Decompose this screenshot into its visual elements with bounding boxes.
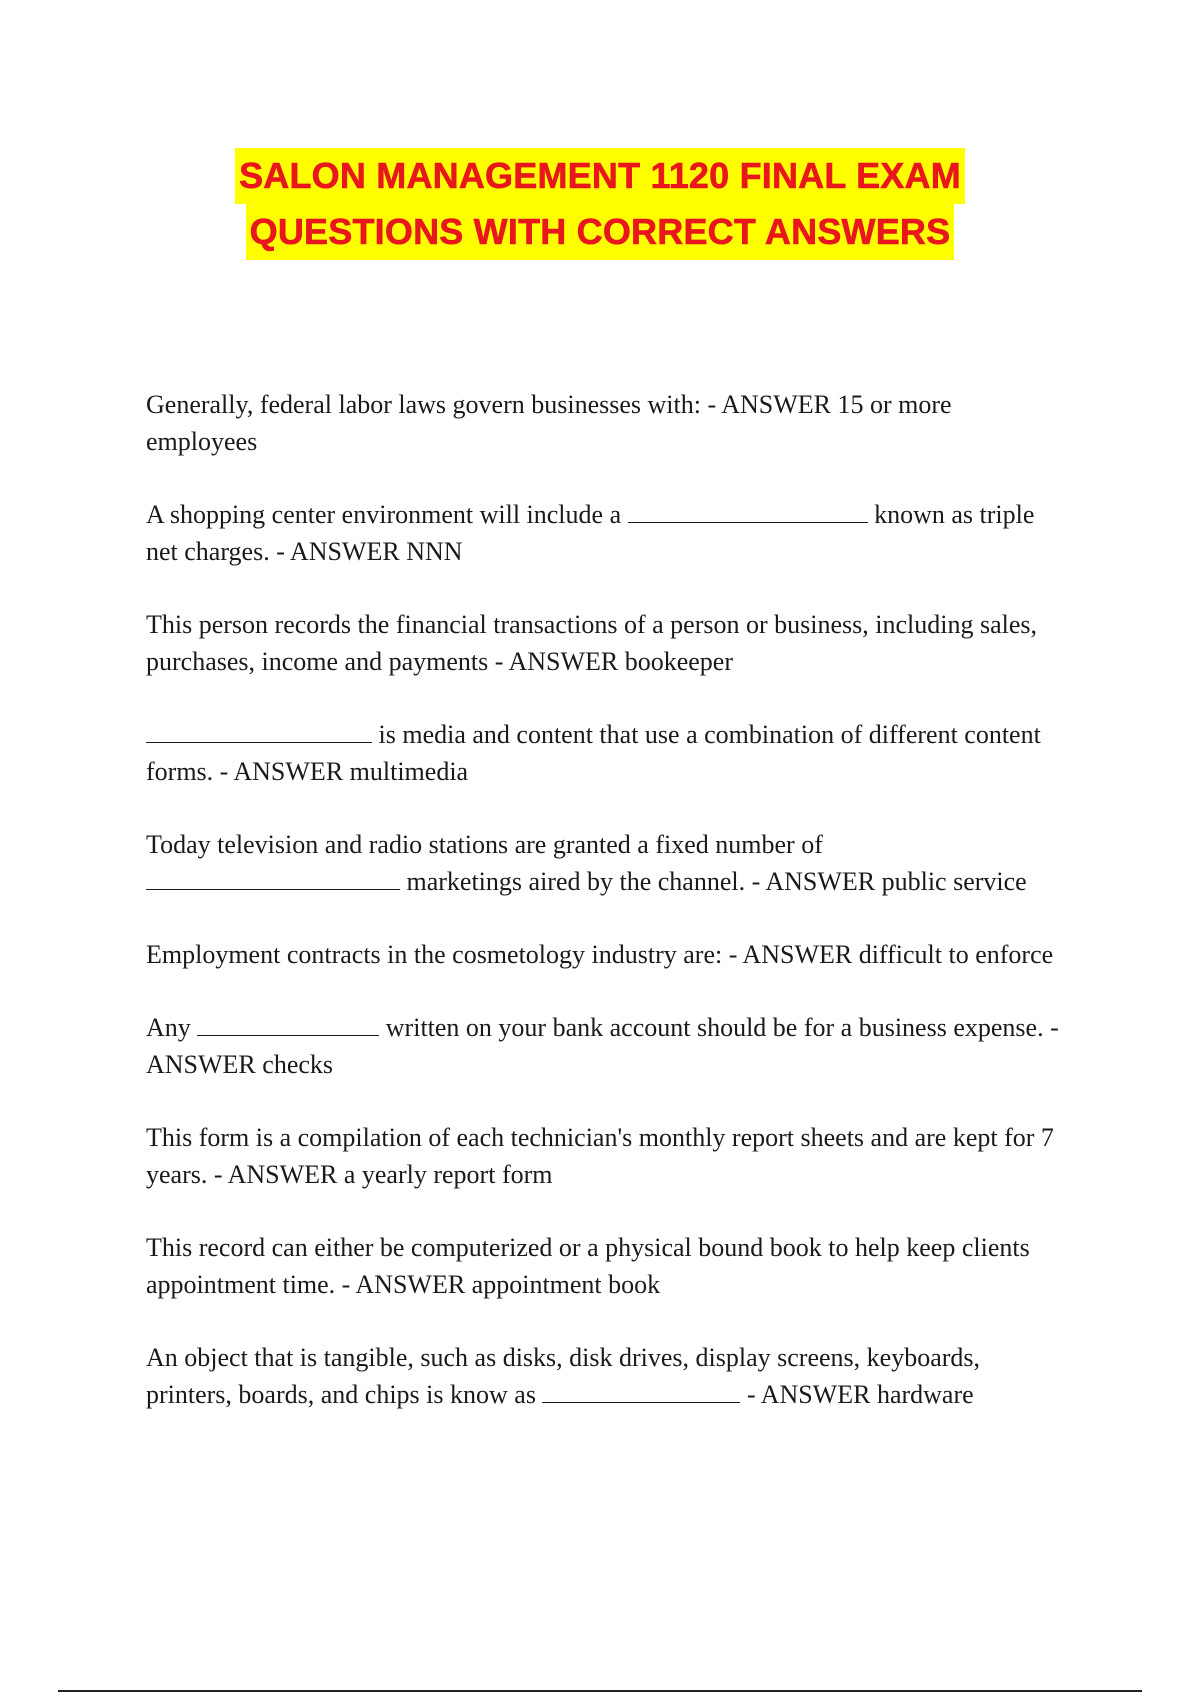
question-item	[146, 826, 1066, 900]
answer-blank	[146, 716, 372, 743]
question-item	[146, 606, 1066, 680]
question-item	[146, 1009, 1066, 1083]
question-text: This record can either be computerized or a physical bound book to help keep clients appointment time. - ANSWER appointment book	[146, 1233, 1030, 1299]
question-item	[146, 716, 1066, 790]
title-block	[0, 148, 1200, 260]
question-item	[146, 936, 1066, 973]
question-list	[146, 386, 1066, 1449]
question-item	[146, 1229, 1066, 1303]
question-text: known as triple net charges. - ANSWER NNN	[146, 500, 1035, 566]
question-item	[146, 496, 1066, 570]
answer-blank	[146, 863, 400, 890]
answer-blank	[542, 1376, 740, 1403]
question-text: A shopping center environment will include a	[146, 500, 628, 529]
document-title-line-1: SALON MANAGEMENT 1120 FINAL EXAM	[235, 148, 965, 204]
question-text: Any	[146, 1013, 198, 1042]
question-text: Today television and radio stations are granted a fixed number of	[146, 830, 823, 859]
question-text: marketings aired by the channel. - ANSWER public service	[400, 867, 1027, 896]
question-text: This person records the financial transactions of a person or business, including sales, purchases, income and payments - ANSWER bookeeper	[146, 610, 1037, 676]
question-text: Generally, federal labor laws govern businesses with: - ANSWER 15 or more employees	[146, 390, 952, 456]
footer-divider	[58, 1690, 1142, 1692]
answer-blank	[197, 1009, 379, 1036]
question-text: Employment contracts in the cosmetology industry are: - ANSWER difficult to enforce	[146, 940, 1054, 969]
question-item	[146, 1339, 1066, 1413]
document-title-line-2: QUESTIONS WITH CORRECT ANSWERS	[246, 204, 955, 260]
question-item	[146, 1119, 1066, 1193]
question-text: - ANSWER hardware	[740, 1380, 974, 1409]
answer-blank	[628, 496, 868, 523]
question-text: is media and content that use a combination of different content forms. - ANSWER multimedia	[146, 720, 1041, 786]
question-text: written on your bank account should be for a business expense. - ANSWER checks	[146, 1013, 1059, 1079]
question-item	[146, 386, 1066, 460]
question-text: An object that is tangible, such as disks, disk drives, display screens, keyboards, printers, boards, and chips is know as	[146, 1343, 981, 1409]
question-text: This form is a compilation of each technician's monthly report sheets and are kept for 7 years. - ANSWER a yearly report form	[146, 1123, 1054, 1189]
